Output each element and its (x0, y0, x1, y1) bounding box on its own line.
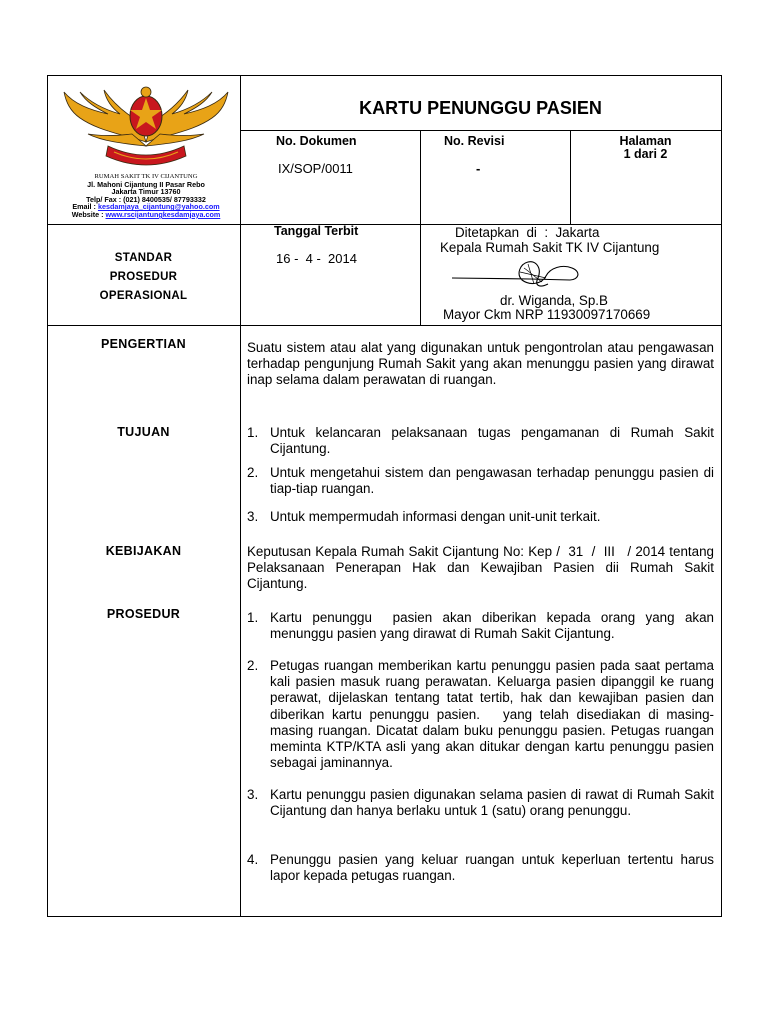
prosedur-item-text: Penunggu pasien yang keluar ruangan untuk keperluan tertentu harus lapor kepada petugas ruangan. (270, 852, 714, 884)
kepala-rs-text: Kepala Rumah Sakit TK IV Cijantung (440, 240, 660, 255)
no-dokumen-label: No. Dokumen (276, 134, 357, 148)
website-link[interactable]: www.rscijantungkesdamjaya.com (105, 209, 221, 219)
prosedur-label: PROSEDUR (106, 607, 181, 621)
table-divider-column (240, 75, 241, 917)
table-border-top (47, 75, 722, 76)
no-dokumen-value: IX/SOP/0011 (278, 161, 353, 176)
signer-rank: Mayor Ckm NRP 11930097170669 (443, 307, 651, 322)
hospital-logo-icon (60, 84, 232, 170)
cell-divider-a (420, 130, 421, 224)
halaman-value: 1 dari 2 (623, 147, 668, 161)
tujuan-item-number: 1. (247, 425, 259, 440)
halaman-label: Halaman (619, 134, 672, 148)
title-row-divider (240, 130, 721, 131)
tanggal-terbit-label: Tanggal Terbit (274, 224, 359, 238)
prosedur-item-1 (247, 610, 718, 642)
tujuan-label: TUJUAN (117, 425, 170, 439)
prosedur-item-4 (247, 852, 714, 884)
sop-label-line2: PROSEDUR (109, 271, 178, 283)
signer-name: dr. Wiganda, Sp.B (500, 293, 608, 308)
tujuan-item-text: Untuk kelancaran pelaksanaan tugas pengamanan di Rumah Sakit Cijantung. (270, 425, 714, 457)
row-divider-1 (47, 224, 722, 225)
prosedur-item-text: Petugas ruangan memberikan kartu penunggu pasien pada saat pertama kali pasien masuk ruang perawatan. Keluarga pasien dipanggil ke ruang perawat, dijelaskan tentang tatat tertib, hak dan kewajiban pasien dan diberikan kartu penunggu pasien. yang telah disediakan di masing-masing ruangan. Dicatat dalam buku penunggu pasien. Petugas ruangan meminta KTP/KTA asli yang akan ditukar dengan kartu penunggu pasien sebagai jaminannya. (270, 658, 718, 771)
pengertian-text: Suatu sistem atau alat yang digunakan untuk pengontrolan atau pengawasan terhadap pengunjung Rumah Sakit yang akan menunggu pasien yang dirawat inap selama dalam perawatan di ruangan. (247, 340, 714, 388)
signature-icon (450, 258, 590, 294)
ditetapkan-text: Ditetapkan di : Jakarta (455, 225, 600, 240)
hospital-phone: Telp/ Fax : (021) 8400535/ 87793332 (86, 194, 206, 204)
cell-divider-c (420, 224, 421, 325)
tujuan-item-3 (247, 509, 714, 525)
email-label: Email : (72, 202, 98, 212)
sop-label-line1: STANDAR (114, 252, 173, 264)
tujuan-item-2 (247, 465, 714, 497)
hospital-info-block (62, 173, 230, 219)
tujuan-item-text: Untuk mempermudah informasi dengan unit-unit terkait. (270, 509, 601, 524)
prosedur-item-2 (247, 658, 718, 771)
tanggal-terbit-value: 16 - 4 - 2014 (276, 251, 357, 266)
table-border-bottom (47, 916, 722, 917)
hospital-name: RUMAH SAKIT TK IV CIJANTUNG (94, 173, 198, 180)
tujuan-item-number: 3. (247, 509, 259, 524)
prosedur-item-number: 4. (247, 852, 259, 867)
kebijakan-label: KEBIJAKAN (105, 544, 182, 558)
document-title: KARTU PENUNGGU PASIEN (359, 98, 602, 118)
hospital-website-row (62, 211, 230, 219)
no-revisi-value: - (476, 161, 481, 176)
prosedur-item-number: 2. (247, 658, 259, 673)
sop-label-line3: OPERASIONAL (99, 290, 188, 302)
website-label: Website : (71, 209, 106, 219)
email-link[interactable]: kesdamjaya_cijantung@yahoo.com (97, 202, 220, 212)
tujuan-item-text: Untuk mengetahui sistem dan pengawasan terhadap penunggu pasien di tiap-tiap ruangan. (270, 465, 714, 497)
hospital-city: Jakarta Timur 13760 (111, 187, 181, 197)
prosedur-item-3 (247, 787, 714, 819)
tujuan-item-1 (247, 425, 714, 457)
prosedur-item-number: 3. (247, 787, 259, 802)
prosedur-item-number: 1. (247, 610, 259, 625)
pengertian-label: PENGERTIAN (101, 337, 186, 351)
tujuan-item-number: 2. (247, 465, 259, 480)
no-revisi-label: No. Revisi (444, 134, 505, 148)
table-border-left (47, 75, 48, 917)
row-divider-2 (47, 325, 722, 326)
kebijakan-text: Keputusan Kepala Rumah Sakit Cijantung No: Kep / 31 / III / 2014 tentang Pelaksanaan Penerapan Hak dan Kewajiban Pasien dii Rumah Sakit Cijantung. (247, 544, 718, 592)
prosedur-item-text: Kartu penunggu pasien akan diberikan kepada orang yang akan menunggu pasien yang dirawat di Rumah Sakit Cijantung. (270, 610, 718, 642)
prosedur-item-text: Kartu penunggu pasien digunakan selama pasien di rawat di Rumah Sakit Cijantung dan hanya berlaku untuk 1 (satu) orang penunggu. (270, 787, 714, 819)
table-border-right (721, 75, 722, 917)
hospital-address: Jl. Mahoni Cijantung II Pasar Rebo (87, 179, 205, 189)
